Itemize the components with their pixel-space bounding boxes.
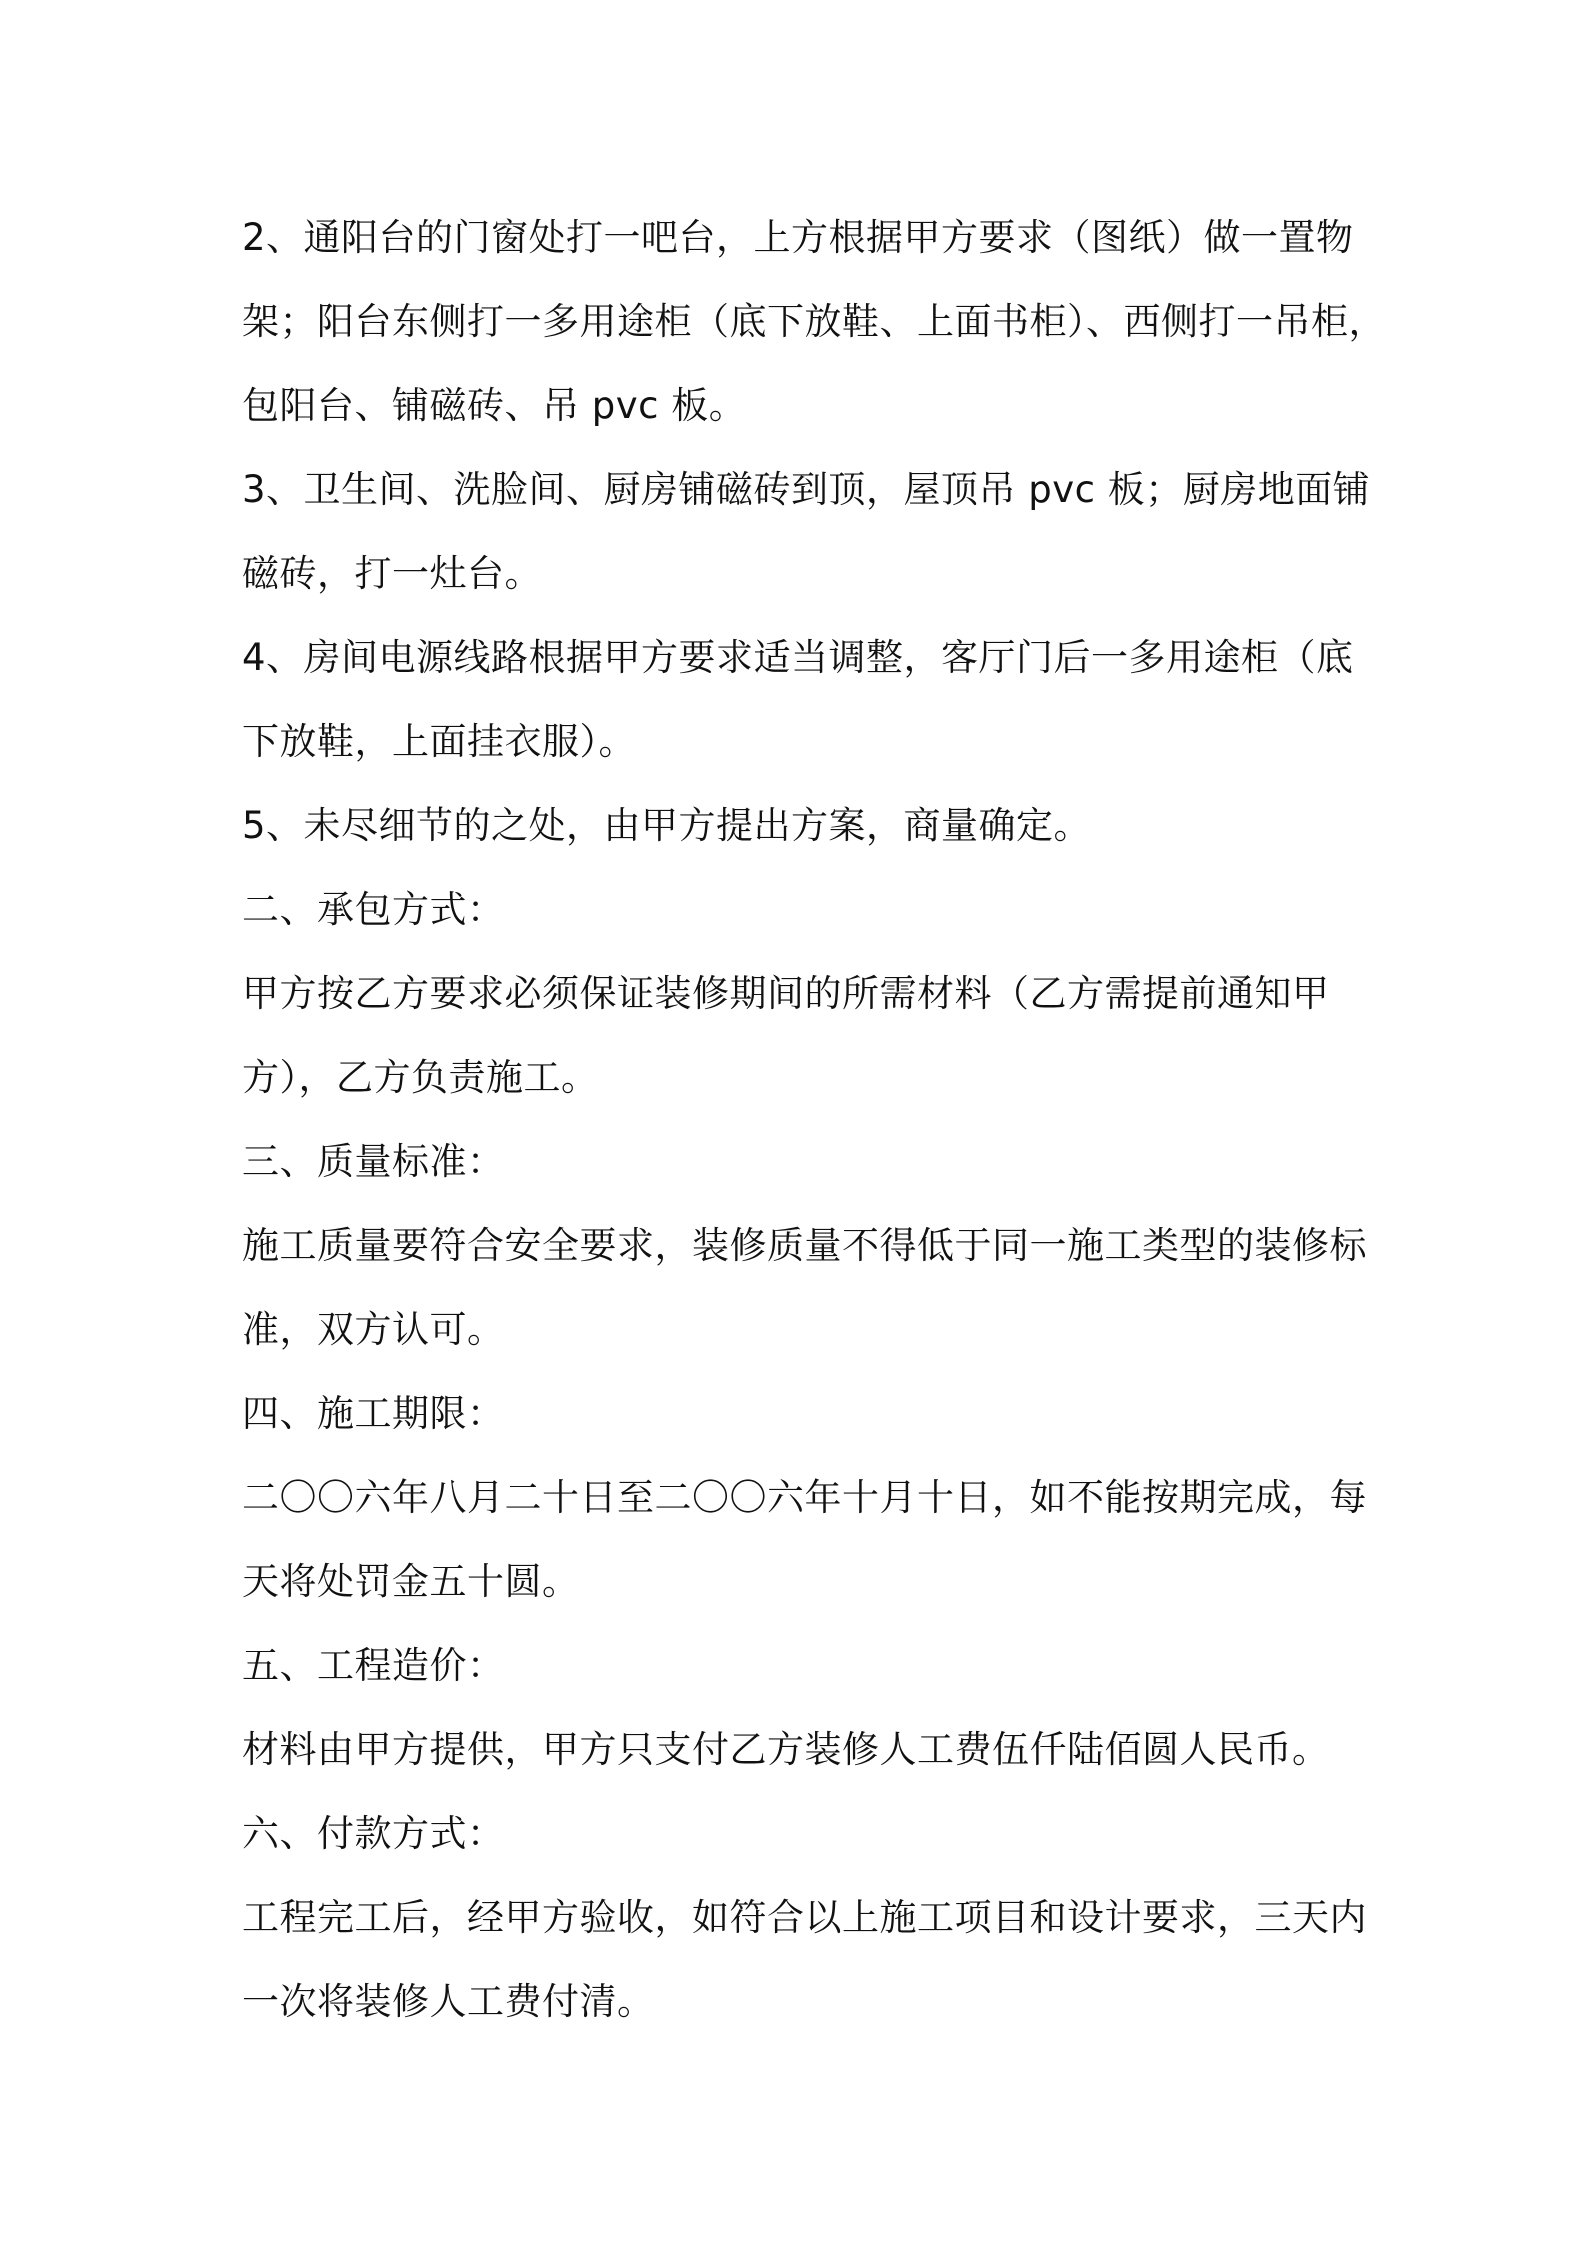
construction-period-line-2: 天将处罚金五十圆。 — [242, 1560, 580, 1603]
project-cost-line: 材料由甲方提供，甲方只支付乙方装修人工费伍仟陆佰圆人民币。 — [242, 1728, 1330, 1771]
item-3-line-1: 3、卫生间、洗脸间、厨房铺磁砖到顶，屋顶吊 pvc 板；厨房地面铺 — [242, 468, 1371, 511]
item-2-line-1: 2、通阳台的门窗处打一吧台，上方根据甲方要求（图纸）做一置物 — [242, 216, 1354, 259]
construction-period-line-1: 二〇〇六年八月二十日至二〇〇六年十月十日，如不能按期完成，每 — [242, 1476, 1367, 1519]
item-2-line-2: 架；阳台东侧打一多用途柜（底下放鞋、上面书柜）、西侧打一吊柜， — [242, 300, 1386, 343]
section-heading-project-cost: 五、工程造价： — [242, 1644, 505, 1687]
contract-method-line-2: 方），乙方负责施工。 — [242, 1056, 599, 1099]
section-heading-quality-standard: 三、质量标准： — [242, 1140, 505, 1183]
payment-method-line-2: 一次将装修人工费付清。 — [242, 1980, 655, 2023]
contract-method-line-1: 甲方按乙方要求必须保证装修期间的所需材料（乙方需提前通知甲 — [242, 972, 1330, 1015]
quality-standard-line-1: 施工质量要符合安全要求，装修质量不得低于同一施工类型的装修标 — [242, 1224, 1367, 1267]
payment-method-line-1: 工程完工后，经甲方验收，如符合以上施工项目和设计要求，三天内 — [242, 1896, 1367, 1939]
item-2-line-3: 包阳台、铺磁砖、吊 pvc 板。 — [242, 384, 747, 427]
item-3-line-2: 磁砖，打一灶台。 — [242, 552, 542, 595]
section-heading-contract-method: 二、承包方式： — [242, 888, 505, 931]
item-4-line-1: 4、房间电源线路根据甲方要求适当调整，客厅门后一多用途柜（底 — [242, 636, 1354, 679]
item-5-line: 5、未尽细节的之处，由甲方提出方案，商量确定。 — [242, 804, 1092, 847]
section-heading-construction-period: 四、施工期限： — [242, 1392, 505, 1435]
quality-standard-line-2: 准，双方认可。 — [242, 1308, 505, 1351]
section-heading-payment-method: 六、付款方式： — [242, 1812, 505, 1855]
document-body — [242, 196, 1386, 2044]
item-4-line-2: 下放鞋，上面挂衣服）。 — [242, 720, 636, 763]
